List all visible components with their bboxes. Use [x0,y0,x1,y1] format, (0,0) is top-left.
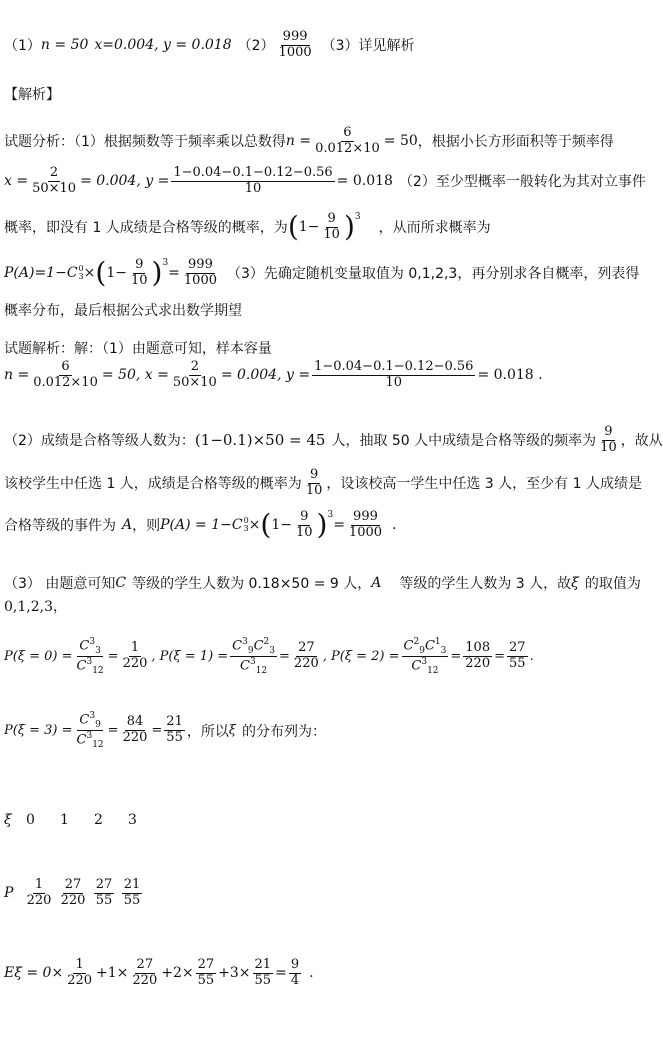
answer-part2-label: （2） [237,38,275,55]
solution-x-fraction: $\frac{2}{50\times 10}$ [172,359,217,390]
analysis-line-1: 试题分析：（1）根据频数等于频率乘以总数得 n = $\frac{6}{0.012\times 10}$ = 50 ，根据小长方形面积等于频率得 [4,125,614,156]
analysis-line-4: P(A)=1−C 0 3 × ( 1− $\frac{9}{10}$ ) $^3$ = $\frac{999}{1000}$ （3）先确定随机变量取值为 0,1,2,3，再分别求各自概率，列表得 [4,256,640,290]
solution-3-line-1: （3） 由题意可知 C 等级的学生人数为 0.18×50 = 9 人， A 等级的学生人数为 3 人，故 ξ 的取值为 [4,575,641,592]
answer-part1-label: （1） [4,38,41,55]
answer-n: n = 50 [40,37,89,54]
dist-xi-label: ξ [4,812,12,828]
answer-line [4,30,415,61]
solution-3-values: 0,1,2,3， [4,599,67,615]
expectation-f2: $\frac{27}{220}$ [132,957,158,988]
answer-part2-fraction: $\frac{999}{1000}$ [278,29,312,60]
answer-xy: x=0.004, y = 0.018 [94,37,232,54]
dist-p-value: $\frac{21}{55}$ [123,877,141,908]
dist-xi-value: 3 [128,812,137,828]
solution-y-fraction: $\frac{1-0.04-0.1-0.12-0.56}{10}$ [314,359,474,390]
solution-2-prob-fraction: $\frac{9}{10}$ [305,467,323,498]
prob-3-mid: $\frac{84}{220}$ [122,714,148,746]
dist-xi-value: 2 [94,812,103,828]
dist-xi-row [4,812,162,828]
expectation-f1: $\frac{1}{220}$ [67,957,93,988]
dist-p-value: $\frac{27}{55}$ [95,877,113,908]
answer-part3-label: （3）详见解析 [321,38,415,55]
prob-2-fraction: $\frac{C^2_9C^1_3}{C^3_{12}}$ [403,637,447,677]
solution-line-1: n = $\frac{6}{0.012\times 10}$ = 50, x = $\frac{2}{50\times 10}$ = 0.004, y = $\frac{1-0.04-0.1-0.12-0.56}{10}$ = 0.018 . [4,359,543,390]
dist-p-value: $\frac{27}{220}$ [60,877,86,908]
prob-3-result: $\frac{21}{55}$ [166,714,183,746]
analysis-pa-inner-fraction: $\frac{9}{10}$ [130,257,148,288]
prob-0-result: $\frac{1}{220}$ [122,640,148,672]
analysis-line-3: 概率，即没有 1 人成绩是合格等级的概率，为 ( 1− $\frac{9}{10}$ ) $^3$ ，从而所求概率为 [4,210,491,244]
prob-3-fraction: $\frac{C^3_9}{C^3_{12}}$ [76,711,104,751]
prob-line-2: P(ξ = 3) = $\frac{C^3_9}{C^3_{12}}$ = $\frac{84}{220}$ = $\frac{21}{55}$ ，所以 ξ 的分布列为： [4,711,327,751]
solution-2-line-1: （2）成绩是合格等级人数为： (1−0.1)×50 = 45 人，抽取 50 人中成绩是合格等级的频率为 $\frac{9}{10}$ ，故从 [4,424,663,455]
solution-2-result-fraction: $\frac{999}{1000}$ [348,509,383,540]
solution-2-freq-fraction: $\frac{9}{10}$ [600,424,617,455]
analysis-pa-result-fraction: $\frac{999}{1000}$ [183,257,217,288]
prob-1-result: $\frac{27}{220}$ [293,640,319,672]
analysis-line-5: 概率分布，最后根据公式求出数学期望 [4,303,242,319]
expectation-line: Eξ = 0× $\frac{1}{220}$ +1× $\frac{27}{220}$ +2× $\frac{27}{55}$ +3× $\frac{21}{55}$ = $\frac{9}{4}$ . [4,957,314,988]
solution-2-inner-fraction: $\frac{9}{10}$ [295,509,313,540]
solution-2-line-3: 合格等级的事件为 A ，则 P(A) = 1−C 0 3 × ( 1− $\frac{9}{10}$ ) $^3$ = $\frac{999}{1000}$ . [4,508,397,542]
analysis-9-10-fraction: $\frac{9}{10}$ [323,211,340,242]
solution-n-fraction: $\frac{6}{0.012\times 10}$ [33,359,98,390]
dist-xi-value: 0 [26,812,35,828]
expectation-f4: $\frac{21}{55}$ [254,957,272,988]
dist-xi-value: 1 [60,812,69,828]
prob-0-fraction: $\frac{C^3_3}{C^3_{12}}$ [76,637,104,677]
expectation-f3: $\frac{27}{55}$ [197,957,215,988]
analysis-x-fraction: $\frac{2}{50\times 10}$ [32,165,77,196]
prob-2-mid: $\frac{108}{220}$ [465,640,491,672]
solution-lead: 试题解析：解：（1）由题意可知，样本容量 [4,341,272,357]
dist-p-row [4,878,146,909]
dist-p-label: P [4,885,14,902]
solution-2-line-2: 该校学生中任选 1 人，成绩是合格等级的概率为 $\frac{9}{10}$ ，设该校高一学生中任选 3 人，至少有 1 人成绩是 [4,467,642,498]
prob-1-fraction: $\frac{C^3_9C^2_3}{C^3_{12}}$ [232,637,276,677]
prob-line-1: P(ξ = 0) = $\frac{C^3_3}{C^3_{12}}$ = $\frac{1}{220}$ , P(ξ = 1) = $\frac{C^3_9C^2_3}{C^3_{12}}$ = $\frac{27}{220}$ , P(ξ = 2) = $\frac{C^2_9C^1_3}{C^3_{12}}$ = $\frac{108}{220}$ = $\frac{27}{55}$ . [4,637,534,677]
analysis-n-fraction: $\frac{6}{0.012\times 10}$ [315,125,380,156]
dist-p-value: $\frac{1}{220}$ [26,877,52,908]
prob-2-result: $\frac{27}{55}$ [509,640,526,672]
analysis-y-fraction: $\frac{1-0.04-0.1-0.12-0.56}{10}$ [173,165,333,196]
expectation-result: $\frac{9}{4}$ [290,957,300,988]
analysis-line-2: x = $\frac{2}{50\times 10}$ = 0.004, y = $\frac{1-0.04-0.1-0.12-0.56}{10}$ = 0.018 （2）至少型概率一般转化为其对立事件 [4,165,646,196]
jiexi-heading: 【解析】 [4,87,60,103]
